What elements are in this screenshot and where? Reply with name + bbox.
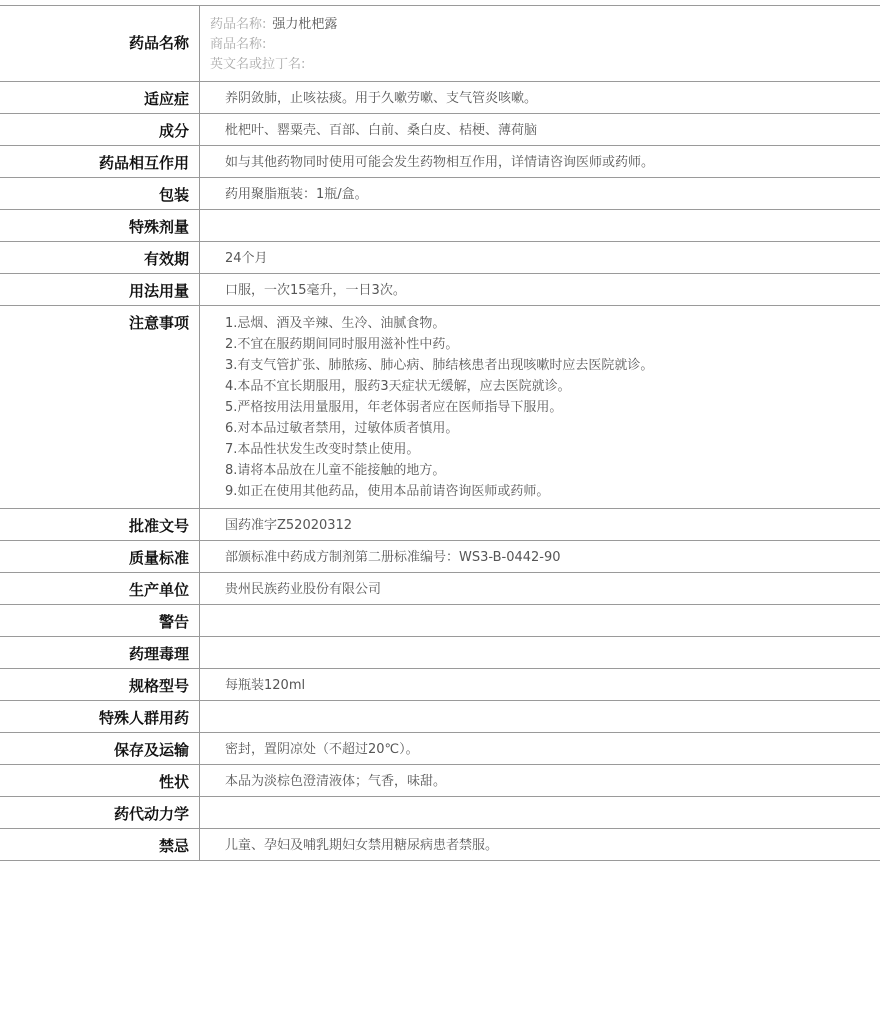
value-pharmacokinetics <box>200 797 880 828</box>
precaution-item: 7.本品性状发生改变时禁止使用。 <box>225 442 420 457</box>
value-warning <box>200 605 880 636</box>
latin-name-key: 英文名或拉丁名: <box>210 57 306 72</box>
label-interactions: 药品相互作用 <box>0 146 200 177</box>
row-warning <box>0 605 880 637</box>
row-shelf-life <box>0 242 880 274</box>
value-drug-names <box>200 6 880 81</box>
label-usage: 用法用量 <box>0 274 200 305</box>
row-indications <box>0 82 880 114</box>
label-packaging: 包装 <box>0 178 200 209</box>
precaution-item: 6.对本品过敏者禁用，过敏体质者慎用。 <box>225 421 459 436</box>
trade-name-key: 商品名称: <box>210 37 267 52</box>
precaution-item: 2.不宜在服药期间同时服用滋补性中药。 <box>225 337 459 352</box>
precaution-item: 1.忌烟、酒及辛辣、生冷、油腻食物。 <box>225 316 446 331</box>
row-special-populations <box>0 701 880 733</box>
label-quality-standard: 质量标准 <box>0 541 200 572</box>
value-contraindications: 儿童、孕妇及哺乳期妇女禁用糖尿病患者禁服。 <box>225 838 499 853</box>
row-approval-number <box>0 509 880 541</box>
row-storage <box>0 733 880 765</box>
value-storage: 密封，置阴凉处（不超过20℃）。 <box>225 742 419 757</box>
label-shelf-life: 有效期 <box>0 242 200 273</box>
row-pharmacology <box>0 637 880 669</box>
value-description: 本品为淡棕色澄清液体；气香，味甜。 <box>225 774 447 789</box>
value-ingredients: 枇杷叶、罂粟壳、百部、白前、桑白皮、桔梗、薄荷脑 <box>225 123 538 138</box>
label-warning: 警告 <box>0 605 200 636</box>
label-ingredients: 成分 <box>0 114 200 145</box>
latin-name-line <box>210 55 880 75</box>
value-packaging: 药用聚脂瓶装：1瓶/盒。 <box>225 187 368 202</box>
drug-name-value: 强力枇杷露 <box>272 17 338 32</box>
value-interactions: 如与其他药物同时使用可能会发生药物相互作用，详情请咨询医师或药师。 <box>225 155 655 170</box>
label-pharmacology: 药理毒理 <box>0 637 200 668</box>
label-storage: 保存及运输 <box>0 733 200 764</box>
label-drug-name: 药品名称 <box>0 6 200 81</box>
label-description: 性状 <box>0 765 200 796</box>
precaution-item: 8.请将本品放在儿童不能接触的地方。 <box>225 463 446 478</box>
value-quality-standard: 部颁标准中药成方制剂第二册标准编号：WS3-B-0442-90 <box>225 550 561 565</box>
label-manufacturer: 生产单位 <box>0 573 200 604</box>
trade-name-line <box>210 35 880 55</box>
value-shelf-life: 24个月 <box>225 251 268 266</box>
value-pharmacology <box>200 637 880 668</box>
label-special-dosage: 特殊剂量 <box>0 210 200 241</box>
label-precautions: 注意事项 <box>0 306 200 508</box>
row-description <box>0 765 880 797</box>
label-approval-number: 批准文号 <box>0 509 200 540</box>
value-special-populations <box>200 701 880 732</box>
label-contraindications: 禁忌 <box>0 829 200 860</box>
row-quality-standard <box>0 541 880 573</box>
row-contraindications <box>0 829 880 861</box>
value-precautions <box>200 306 880 508</box>
row-interactions <box>0 146 880 178</box>
drug-info-table <box>0 5 880 861</box>
value-indications: 养阴敛肺，止咳祛痰。用于久嗽劳嗽、支气管炎咳嗽。 <box>225 91 538 106</box>
drug-name-key: 药品名称: <box>210 17 267 32</box>
row-drug-names <box>0 6 880 82</box>
row-special-dosage <box>0 210 880 242</box>
row-packaging <box>0 178 880 210</box>
row-precautions <box>0 306 880 509</box>
value-usage: 口服，一次15毫升，一日3次。 <box>225 283 406 298</box>
value-special-dosage <box>200 210 880 241</box>
label-special-populations: 特殊人群用药 <box>0 701 200 732</box>
precaution-item: 5.严格按用法用量服用，年老体弱者应在医师指导下服用。 <box>225 400 563 415</box>
row-specification <box>0 669 880 701</box>
label-indications: 适应症 <box>0 82 200 113</box>
row-pharmacokinetics <box>0 797 880 829</box>
precaution-item: 9.如正在使用其他药品，使用本品前请咨询医师或药师。 <box>225 484 550 499</box>
precaution-item: 3.有支气管扩张、肺脓疡、肺心病、肺结核患者出现咳嗽时应去医院就诊。 <box>225 358 654 373</box>
drug-name-line <box>210 15 880 35</box>
row-ingredients <box>0 114 880 146</box>
label-specification: 规格型号 <box>0 669 200 700</box>
row-usage <box>0 274 880 306</box>
value-manufacturer: 贵州民族药业股份有限公司 <box>225 582 382 597</box>
row-manufacturer <box>0 573 880 605</box>
value-specification: 每瓶装120ml <box>225 678 306 693</box>
label-pharmacokinetics: 药代动力学 <box>0 797 200 828</box>
precaution-item: 4.本品不宜长期服用，服药3天症状无缓解，应去医院就诊。 <box>225 379 571 394</box>
value-approval-number: 国药准字Z52020312 <box>225 518 353 533</box>
